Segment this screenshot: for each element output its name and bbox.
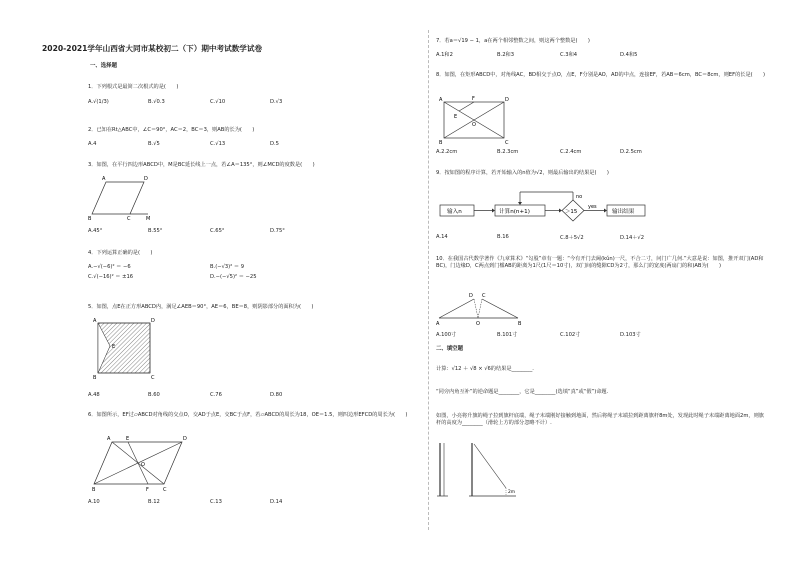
- fig-label: E: [454, 114, 458, 120]
- fig-label: F: [472, 96, 475, 102]
- fig-label: B: [92, 487, 96, 493]
- fig-label: A: [439, 97, 443, 103]
- question-7-stem: 7．若a＝√19 − 1，a在两个相邻整数之间，则这两个整数是( ): [436, 38, 590, 44]
- option-a: A.48: [88, 392, 100, 398]
- option-c: C.2.4cm: [560, 149, 582, 155]
- flow-yes-label: yes: [588, 204, 597, 210]
- question-9-stem: 9．按如图的程序计算，若开始输入的n值为√2，则最后输出的结果是( ): [436, 170, 609, 176]
- question-8-options: [436, 149, 766, 157]
- fig-label: E: [112, 344, 116, 350]
- question-7-options: [436, 51, 766, 59]
- fig-label: D: [151, 318, 155, 324]
- option-b: B.60: [148, 392, 160, 398]
- option-d: D.103寸: [620, 332, 641, 338]
- fig-label: M: [146, 216, 151, 222]
- fig-label: C: [151, 375, 155, 381]
- question-10-figure: [436, 288, 526, 328]
- option-a: A.45°: [88, 228, 103, 234]
- question-11-stem: 计算：√12 ＋ √8 × √6的结果是________.: [436, 366, 534, 372]
- question-5-options: [88, 392, 418, 400]
- option-d: D.75°: [270, 228, 285, 234]
- option-d: D.2.5cm: [620, 149, 642, 155]
- option-b: B.101寸: [497, 332, 518, 338]
- option-d: D.√3: [270, 99, 283, 105]
- fig-label: B: [88, 216, 92, 222]
- fig-label: B: [439, 140, 443, 146]
- section-choice-heading: 一、选择题: [90, 63, 117, 69]
- fig-label: F: [146, 487, 149, 493]
- flow-no-label: no: [576, 194, 583, 200]
- fig-label: C: [127, 216, 131, 222]
- fig-label: D: [183, 436, 187, 442]
- option-a: A.100寸: [436, 332, 457, 338]
- page-title: 2020-2021学年山西省大同市某校初二（下）期中考试数学试卷: [42, 44, 263, 53]
- option-c: C.3和4: [560, 52, 578, 58]
- option-b: B.(−√3)² ＝ 9: [210, 264, 245, 270]
- option-c: C.√13: [210, 141, 226, 147]
- question-13-stem: 如图，小亮将升旗的绳子拉到旗杆底端，绳子末端刚好接触到地面，然后将绳子末端拉到距离旗杆8m处，发现此时绳子末端距离地面2m，则旗杆的高度为________（滑轮上方的部分忽略不计）.: [436, 413, 764, 427]
- option-d: D.14: [270, 499, 283, 505]
- option-b: B.12: [148, 499, 160, 505]
- fig-label: C: [505, 140, 509, 146]
- question-6-figure: [92, 436, 192, 492]
- option-a: A.−√(−6)² ＝ −6: [88, 264, 131, 270]
- fig-label: C: [482, 293, 486, 299]
- section-fill-heading: 二、填空题: [436, 346, 463, 352]
- question-3-options: [88, 228, 418, 236]
- option-b: B.√0.3: [148, 99, 165, 105]
- option-c: C.102寸: [560, 332, 581, 338]
- option-c: C.√(−16)² ＝ ±16: [88, 274, 134, 280]
- question-1-stem: 1．下列根式是最简二次根式的是( ): [88, 84, 179, 90]
- fig-label: D: [469, 293, 473, 299]
- option-d: D.14＋√2: [620, 235, 645, 241]
- fig-label: A: [93, 318, 97, 324]
- question-8-figure: [438, 96, 510, 146]
- fig-label: E: [126, 436, 130, 442]
- question-9-flowchart: [436, 186, 676, 226]
- question-4-stem: 4．下列运算正确的是( ): [88, 250, 153, 256]
- fig-label: O: [141, 462, 145, 468]
- question-2-options: [88, 141, 418, 149]
- option-c: C.√10: [210, 99, 226, 105]
- flow-calc: 计算n(n+1): [499, 209, 530, 215]
- option-d: D.80: [270, 392, 283, 398]
- question-4-options-row1: [88, 263, 418, 271]
- question-9-options: [436, 234, 766, 242]
- option-a: A.1和2: [436, 52, 453, 58]
- flow-output: 输出结果: [612, 209, 635, 215]
- right-column: [436, 0, 766, 562]
- fig-label: A: [107, 436, 111, 442]
- option-b: B.2和3: [497, 52, 514, 58]
- option-b: B.55°: [148, 228, 163, 234]
- column-divider: [428, 30, 429, 530]
- option-a: A.√(1/3): [88, 99, 109, 105]
- question-13-figure: [436, 440, 536, 502]
- option-c: C.13: [210, 499, 222, 505]
- fig-label: C: [163, 487, 167, 493]
- question-3-stem: 3．如图，在平行四边形ABCD中，M是BC延长线上一点，若∠A＝135°，则∠MCD的度数是( ): [88, 162, 315, 168]
- left-column: [88, 0, 418, 562]
- question-6-stem: 6．如图所示，EF过▱ABCD对角线的交点O，交AD于点E，交BC于点F，若▱ABCD的周长为18，OE＝1.5，则四边形EFCD的周长为( ): [88, 412, 408, 418]
- question-3-figure: [88, 175, 168, 223]
- fig-label: A: [102, 176, 106, 182]
- option-d: D.4和5: [620, 52, 638, 58]
- fig-label: D: [505, 97, 509, 103]
- flow-input: 输入n: [447, 209, 462, 215]
- fig-label: O: [476, 321, 480, 327]
- question-4-options-row2: [88, 273, 418, 281]
- flow-condition: ＞15: [565, 209, 578, 215]
- question-12-stem: “同旁内角互补”的逆命题是________，它是________(选填“真”或“假”)命题.: [436, 389, 609, 395]
- option-c: C.8＋5√2: [560, 235, 584, 241]
- fig-label: B: [93, 375, 97, 381]
- option-b: B.2.3cm: [497, 149, 519, 155]
- option-d: D.−(−√5)² ＝ −25: [210, 274, 257, 280]
- option-d: D.5: [270, 141, 279, 147]
- question-5-figure: [92, 318, 155, 381]
- fig-label: O: [472, 122, 476, 128]
- question-5-stem: 5．如图，点E在正方形ABCD内，满足∠AEB＝90°，AE＝6，BE＝8，则阴影部分的面积为( ): [88, 304, 314, 310]
- option-b: B.√5: [148, 141, 160, 147]
- option-b: B.16: [497, 234, 509, 240]
- fig-label: D: [144, 176, 148, 182]
- question-10-stem: 10．在我国古代数学著作《九章算术》“勾股”章有一题：“今有开门去阃(kǔn)一尺，不合二寸，问门广几何.”大意是说：如图，推开双门(AD和BC)，门边缘D，C两点到门槛AB的距离为1尺(1尺＝10寸)，双门间的缝隙CD为2寸，那么门的宽度(两扇门的和)AB为( ): [436, 256, 764, 270]
- fig-label: B: [518, 321, 522, 327]
- option-a: A.14: [436, 234, 448, 240]
- option-a: A.4: [88, 141, 97, 147]
- question-10-options: [436, 331, 766, 339]
- option-c: C.76: [210, 392, 222, 398]
- fig-label: 2m: [508, 490, 516, 495]
- option-a: A.2.2cm: [436, 149, 458, 155]
- option-c: C.65°: [210, 228, 225, 234]
- question-6-options: [88, 499, 418, 507]
- question-1-options: [88, 99, 418, 107]
- question-2-stem: 2．已知在Rt△ABC中，∠C＝90°，AC＝2，BC＝3，则AB的长为( ): [88, 127, 255, 133]
- fig-label: A: [436, 321, 440, 327]
- option-a: A.10: [88, 499, 100, 505]
- question-8-stem: 8．如图，在矩形ABCD中，对角线AC，BD相交于点O，点E，F分别是AO，AD的中点，连接EF，若AB＝6cm，BC＝8cm，则EF的长是( ): [436, 72, 766, 78]
